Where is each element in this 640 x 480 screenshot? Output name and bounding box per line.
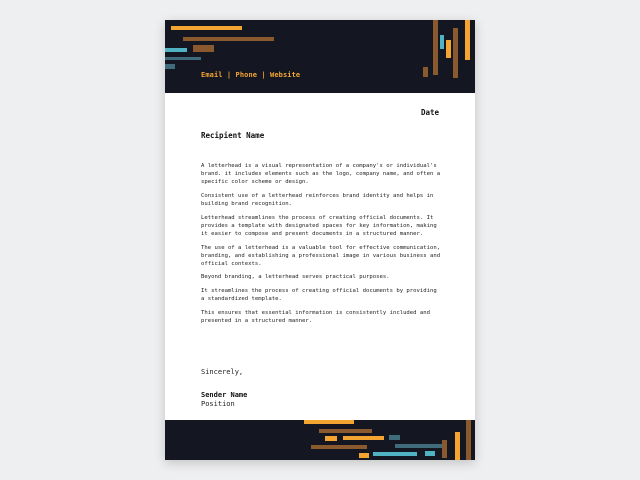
decorative-bar [466, 420, 471, 460]
body-paragraph: This ensures that essential information is consistently included and presented in a structured manner. [201, 309, 431, 324]
body-paragraph: The use of a letterhead is a valuable tool for effective communication, branding, and establishing a professional image in various business and official contexts. [201, 244, 441, 267]
decorative-bar [325, 436, 337, 441]
decorative-bar [165, 48, 187, 52]
decorative-bar [433, 20, 438, 75]
decorative-bar [373, 452, 417, 456]
decorative-bar [423, 67, 428, 77]
letter-date: Date [420, 108, 439, 117]
decorative-bar [465, 20, 470, 60]
body-paragraph: Consistent use of a letterhead reinforces brand identity and helps in building brand recognition. [201, 192, 434, 207]
sender-name: Sender Name [201, 391, 248, 399]
decorative-bar [453, 28, 458, 78]
body-paragraph: Beyond branding, a letterhead serves practical purposes. [201, 274, 390, 281]
decorative-bar [440, 35, 444, 49]
decorative-bar [425, 451, 435, 456]
decorative-bar [311, 445, 367, 449]
decorative-bar [442, 440, 447, 458]
decorative-bar [359, 453, 369, 458]
decorative-bar [165, 64, 175, 69]
decorative-bar [389, 435, 400, 440]
decorative-bar [171, 26, 242, 30]
letterhead-footer [165, 420, 475, 460]
decorative-bar [446, 40, 451, 58]
decorative-bar [455, 432, 460, 460]
recipient-name: Recipient Name [201, 131, 265, 140]
decorative-bar [193, 45, 214, 52]
body-paragraph: Letterhead streamlines the process of creating official documents. It provides a template with designated spaces for key information, making it easier to compose and present documents in a structured manner. [201, 214, 437, 237]
body-paragraph: A letterhead is a visual representation of a company's or individual's brand. it includes elements such as the logo, company name, and often a specific color scheme or design. [201, 163, 441, 186]
decorative-bar [395, 444, 445, 448]
letter-body [201, 162, 441, 331]
sender-position: Position [201, 400, 235, 408]
decorative-bar [319, 429, 372, 433]
letterhead-header [165, 20, 475, 93]
body-paragraph: It streamlines the process of creating official documents by providing a standardized template. [201, 288, 437, 303]
decorative-bar [304, 420, 354, 424]
contact-line: Email | Phone | Website [201, 71, 301, 79]
decorative-bar [165, 57, 201, 60]
closing-line: Sincerely, [201, 368, 244, 376]
decorative-bar [343, 436, 384, 440]
letterhead-page [165, 20, 475, 460]
decorative-bar [183, 37, 274, 41]
